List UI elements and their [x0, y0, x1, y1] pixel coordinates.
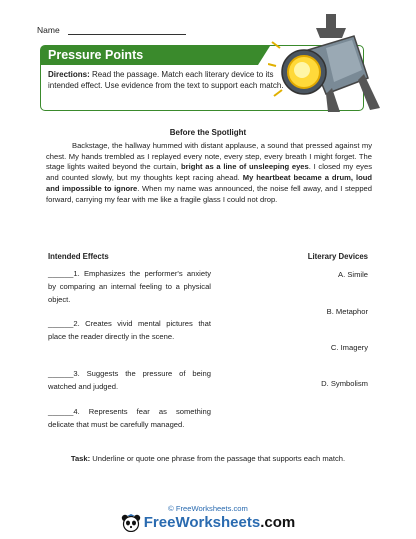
name-line[interactable] [68, 25, 186, 35]
device-item: C. Imagery [330, 343, 368, 352]
effect-item[interactable]: ______3. Suggests the pressure of being watched and judged. [48, 369, 211, 391]
logo-free: Free [143, 514, 176, 531]
task-label: Task: [70, 454, 91, 463]
effect-item[interactable]: ______4. Represents fear as something delicate that must be carefully managed. [48, 407, 211, 429]
device-item: A. Simile [338, 270, 368, 279]
passage-title: Before the Spotlight [169, 128, 247, 137]
logo-worksheets: Worksheets [175, 514, 261, 531]
task [60, 453, 356, 464]
footer-logo [0, 514, 416, 532]
passage-bold-2: My heartbeat became a drum, loud and impossible to ignore [46, 173, 372, 193]
passage-part-3: . When my name was announced, the noise fell away, and I stepped forward, carrying my fear with me like a fragile glass I could not drop. [46, 183, 372, 204]
worksheet-title: Pressure Points [41, 46, 258, 65]
device-item: B. Metaphor [326, 307, 368, 316]
device-item: D. Symbolism [321, 379, 368, 388]
footer-url[interactable]: © FreeWorksheets.com [168, 504, 248, 513]
passage-bold-1: bright as a line of unsleeping eyes [180, 162, 309, 172]
directions-label: Directions: [48, 70, 90, 79]
task-text: Underline or quote one phrase from the passage that supports each match. [90, 454, 346, 463]
effects-heading: Intended Effects [48, 252, 109, 261]
name-label: Name [37, 25, 60, 35]
directions-text: Read the passage. Match each literary device to its intended effect. Use evidence from the text to support each match. [48, 70, 284, 90]
effect-item[interactable]: ______1. Emphasizes the performer's anxiety by comparing an internal feeling to a physical object. [48, 269, 211, 304]
passage [46, 141, 372, 205]
effect-item[interactable]: ______2. Creates vivid mental pictures that place the reader directly in the scene. [48, 319, 211, 341]
panda-logo-icon [121, 514, 141, 532]
name-field [37, 25, 186, 35]
spotlight-icon [268, 8, 388, 118]
directions [48, 69, 296, 91]
passage-part-2: . I closed my eyes and counted slowly, but my thoughts kept racing ahead. [46, 162, 372, 183]
passage-part-1: Backstage, the hallway hummed with distant applause, a sound that pressed against my chest. My hands trembled as I replayed every note, every step, every breath I might forget. The stage lights waited beyond the curtain, [46, 141, 372, 172]
logo-tld: .com [260, 514, 296, 531]
devices-heading: Literary Devices [307, 252, 368, 261]
